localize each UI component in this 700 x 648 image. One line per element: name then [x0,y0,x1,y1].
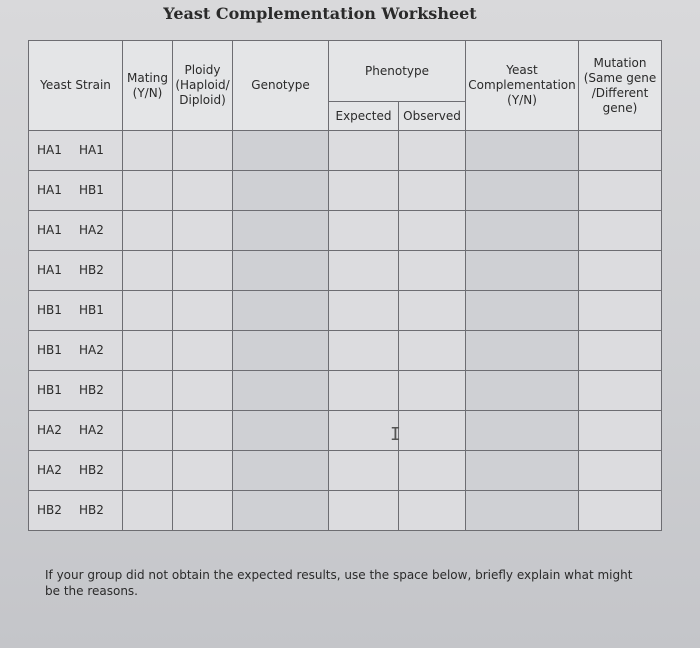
mutation-cell[interactable] [579,131,662,171]
observed-cell[interactable] [399,331,466,371]
expected-cell[interactable] [329,411,399,451]
strain-a: HB1 [37,383,62,397]
expected-cell[interactable] [329,251,399,291]
strain-pair-cell [29,451,123,491]
instruction-note: If your group did not obtain the expected results, use the space below, briefly explain what might be the reasons. [45,568,633,598]
mutation-cell[interactable] [579,491,662,531]
complementation-cell[interactable] [466,131,579,171]
mating-cell[interactable] [123,131,173,171]
complementation-cell[interactable] [466,451,579,491]
worksheet-table [28,40,662,531]
mutation-cell[interactable] [579,171,662,211]
expected-cell[interactable] [329,291,399,331]
complementation-cell[interactable] [466,491,579,531]
mating-cell[interactable] [123,451,173,491]
ploidy-cell[interactable] [173,211,233,251]
genotype-cell[interactable] [233,331,329,371]
strain-a: HA1 [37,183,62,197]
mating-cell[interactable] [123,371,173,411]
strain-pair-cell [29,291,123,331]
complementation-cell[interactable] [466,211,579,251]
complementation-cell[interactable] [466,251,579,291]
header-strain: Yeast Strain [29,41,123,131]
strain-a: HA1 [37,223,62,237]
strain-pair-cell [29,171,123,211]
strain-b: HB2 [79,383,104,397]
genotype-cell[interactable] [233,131,329,171]
genotype-cell[interactable] [233,411,329,451]
expected-cell[interactable] [329,451,399,491]
header-complementation: Yeast Complementation (Y/N) [466,41,579,131]
strain-a: HA1 [37,263,62,277]
header-observed: Observed [399,102,466,131]
table-row [29,131,662,171]
table-row [29,491,662,531]
mating-cell[interactable] [123,211,173,251]
header-mutation: Mutation (Same gene /Different gene) [579,41,662,131]
strain-pair-cell [29,491,123,531]
complementation-cell[interactable] [466,291,579,331]
mating-cell[interactable] [123,411,173,451]
table-row [29,211,662,251]
worksheet-title: Yeast Complementation Worksheet [163,4,477,23]
ploidy-cell[interactable] [173,491,233,531]
complementation-cell[interactable] [466,411,579,451]
expected-cell[interactable] [329,131,399,171]
mating-cell[interactable] [123,291,173,331]
ploidy-cell[interactable] [173,331,233,371]
expected-cell[interactable] [329,491,399,531]
table-row [29,371,662,411]
table-row [29,411,662,451]
table-row [29,251,662,291]
header-phenotype: Phenotype [329,41,466,102]
observed-cell[interactable] [399,371,466,411]
ploidy-cell[interactable] [173,171,233,211]
strain-b: HB1 [79,183,104,197]
strain-a: HB1 [37,303,62,317]
mutation-cell[interactable] [579,291,662,331]
strain-pair-cell [29,251,123,291]
strain-a: HA2 [37,423,62,437]
mutation-cell[interactable] [579,451,662,491]
header-genotype: Genotype [233,41,329,131]
strain-b: HA2 [79,343,104,357]
strain-b: HB2 [79,503,104,517]
ploidy-cell[interactable] [173,131,233,171]
header-ploidy: Ploidy (Haploid/ Diploid) [173,41,233,131]
mating-cell[interactable] [123,491,173,531]
strain-a: HA2 [37,463,62,477]
observed-cell[interactable] [399,491,466,531]
complementation-cell[interactable] [466,331,579,371]
ploidy-cell[interactable] [173,291,233,331]
strain-a: HA1 [37,143,62,157]
observed-cell[interactable] [399,451,466,491]
ploidy-cell[interactable] [173,411,233,451]
strain-pair-cell [29,411,123,451]
strain-b: HB1 [79,303,104,317]
expected-cell[interactable] [329,331,399,371]
strain-b: HB2 [79,463,104,477]
strain-a: HB2 [37,503,62,517]
table-row [29,291,662,331]
mating-cell[interactable] [123,251,173,291]
table-row [29,451,662,491]
observed-cell[interactable] [399,411,466,451]
expected-cell[interactable] [329,371,399,411]
header-expected: Expected [329,102,399,131]
observed-cell[interactable] [399,211,466,251]
strain-pair-cell [29,331,123,371]
genotype-cell[interactable] [233,211,329,251]
genotype-cell[interactable] [233,451,329,491]
strain-b: HB2 [79,263,104,277]
header-mating: Mating (Y/N) [123,41,173,131]
ploidy-cell[interactable] [173,451,233,491]
strain-pair-cell [29,211,123,251]
genotype-cell[interactable] [233,291,329,331]
mutation-cell[interactable] [579,411,662,451]
observed-cell[interactable] [399,291,466,331]
strain-pair-cell [29,371,123,411]
table-row [29,171,662,211]
mutation-cell[interactable] [579,371,662,411]
genotype-cell[interactable] [233,371,329,411]
ploidy-cell[interactable] [173,371,233,411]
mating-cell[interactable] [123,171,173,211]
table-row [29,331,662,371]
mutation-cell[interactable] [579,211,662,251]
complementation-cell[interactable] [466,171,579,211]
observed-cell[interactable] [399,251,466,291]
strain-pair-cell [29,131,123,171]
mating-cell[interactable] [123,331,173,371]
expected-cell[interactable] [329,171,399,211]
expected-cell[interactable] [329,211,399,251]
strain-a: HB1 [37,343,62,357]
strain-b: HA2 [79,423,104,437]
text-cursor-icon: I [390,424,401,445]
strain-b: HA1 [79,143,104,157]
genotype-cell[interactable] [233,171,329,211]
mutation-cell[interactable] [579,251,662,291]
observed-cell[interactable] [399,171,466,211]
complementation-cell[interactable] [466,371,579,411]
genotype-cell[interactable] [233,491,329,531]
strain-b: HA2 [79,223,104,237]
ploidy-cell[interactable] [173,251,233,291]
observed-cell[interactable] [399,131,466,171]
mutation-cell[interactable] [579,331,662,371]
genotype-cell[interactable] [233,251,329,291]
